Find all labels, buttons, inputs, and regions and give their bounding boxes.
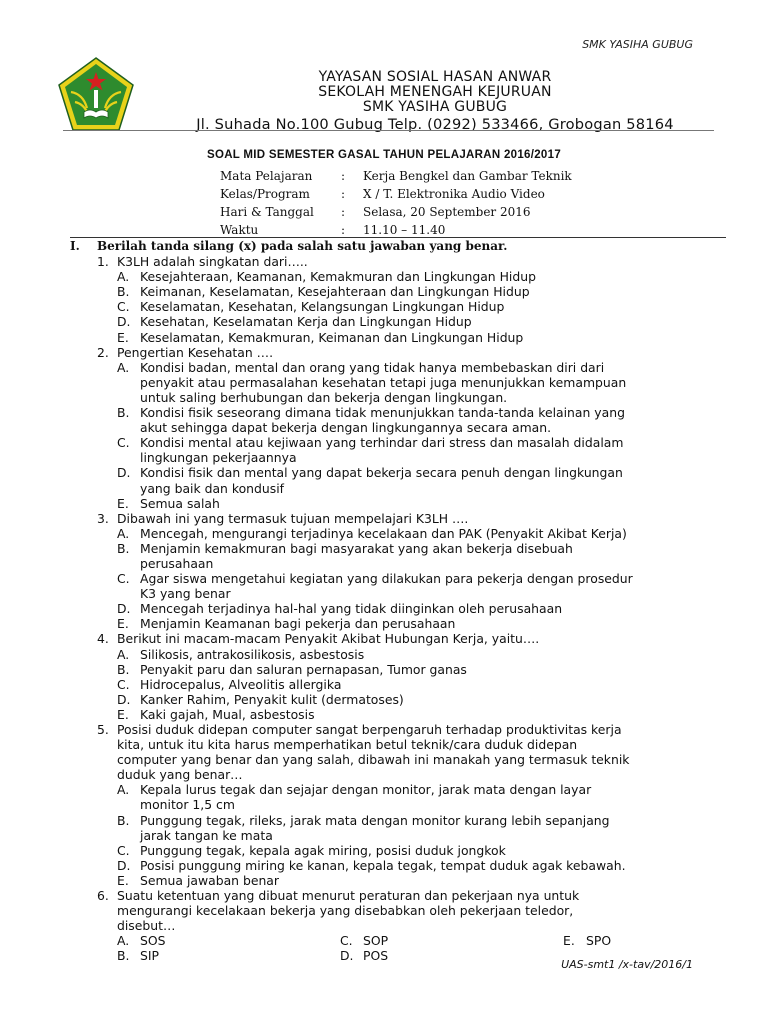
answer-option xyxy=(70,269,700,284)
question-line: mengurangi kecelakaan bekerja yang disebabkan oleh pekerjaan teledor, xyxy=(117,903,574,919)
option-text: SPO xyxy=(586,933,612,949)
question-line: K3LH adalah singkatan dari….. xyxy=(117,254,308,270)
option-line: jarak tangan ke mata xyxy=(140,827,273,843)
option-line: penyakit atau permasalahan kesehatan tetapi juga menunjukkan kemampuan xyxy=(140,374,627,390)
answer-option xyxy=(70,435,700,465)
info-key: Mata Pelajaran xyxy=(220,169,313,183)
option-text: SOP xyxy=(363,933,389,949)
option-line: monitor 1,5 cm xyxy=(140,797,235,813)
option-text xyxy=(140,707,700,722)
answer-option xyxy=(117,948,340,963)
option-line: Kepala lurus tegak dan sejajar dengan monitor, jarak mata dengan layar xyxy=(140,782,592,798)
option-text xyxy=(140,601,700,616)
school-name: SMK YASIHA GUBUG xyxy=(362,99,508,115)
option-line: Kondisi fisik seseorang dimana tidak menunjukkan tanda-tanda kelainan yang xyxy=(140,405,625,421)
question xyxy=(70,888,700,933)
option-text xyxy=(140,269,700,284)
option-label: B. xyxy=(117,405,130,421)
question xyxy=(70,254,700,269)
option-label: C. xyxy=(117,842,130,858)
option-text xyxy=(140,647,700,662)
info-key: Kelas/Program xyxy=(220,187,310,201)
info-value: 11.10 – 11.40 xyxy=(363,223,446,237)
option-text: SOS xyxy=(140,933,166,949)
answer-option xyxy=(70,360,700,405)
question-text xyxy=(117,254,700,269)
answer-option xyxy=(70,647,700,662)
question xyxy=(70,631,700,646)
question-list xyxy=(70,239,700,964)
answer-option xyxy=(563,933,713,948)
option-text xyxy=(140,465,700,495)
answer-option xyxy=(70,330,700,345)
info-separator: : xyxy=(341,205,346,219)
option-line: Menjamin kemakmuran bagi masyarakat yang akan bekerja disebuah xyxy=(140,540,573,556)
option-line: Kondisi fisik dan mental yang dapat bekerja secara penuh dengan lingkungan xyxy=(140,465,623,481)
option-line: Kaki gajah, Mual, asbestosis xyxy=(140,706,315,722)
option-label: A. xyxy=(117,525,130,541)
info-value: Kerja Bengkel dan Gambar Teknik xyxy=(363,169,572,183)
answer-option xyxy=(70,843,700,858)
option-label: C. xyxy=(340,933,353,949)
school-type: SEKOLAH MENENGAH KEJURUAN xyxy=(318,84,552,100)
option-label: A. xyxy=(117,646,130,662)
option-text xyxy=(140,299,700,314)
answer-option xyxy=(70,314,700,329)
answer-option xyxy=(70,707,700,722)
option-text xyxy=(140,314,700,329)
option-text xyxy=(140,843,700,858)
option-text xyxy=(140,662,700,677)
option-text xyxy=(140,677,700,692)
answer-option xyxy=(70,541,700,571)
info-value: Selasa, 20 September 2016 xyxy=(363,205,531,219)
info-key: Waktu xyxy=(220,223,259,237)
school-tag: SMK YASIHA GUBUG xyxy=(582,38,693,51)
question-text xyxy=(117,888,700,933)
info-row xyxy=(220,203,572,221)
answer-option xyxy=(70,813,700,843)
info-row xyxy=(220,167,572,185)
option-text xyxy=(140,435,700,465)
option-line: Mencegah, mengurangi terjadinya kecelakaan dan PAK (Penyakit Akibat Kerja) xyxy=(140,525,627,541)
option-line: lingkungan pekerjaannya xyxy=(140,450,297,466)
option-line: Punggung tegak, kepala agak miring, posisi duduk jongkok xyxy=(140,842,506,858)
option-label: D. xyxy=(340,948,354,964)
option-label: B. xyxy=(117,812,130,828)
option-label: B. xyxy=(117,540,130,556)
info-separator: : xyxy=(341,187,346,201)
option-label: E. xyxy=(563,933,575,949)
question-line: disebut… xyxy=(117,918,176,934)
info-value: X / T. Elektronika Audio Video xyxy=(363,187,545,201)
answer-option xyxy=(70,873,700,888)
option-text xyxy=(140,496,700,511)
question-number: 4. xyxy=(97,631,109,647)
info-separator: : xyxy=(341,169,346,183)
question-number: 2. xyxy=(97,344,109,360)
option-text xyxy=(140,858,700,873)
option-line: Kondisi badan, mental dan orang yang tidak hanya membebaskan diri dari xyxy=(140,359,605,375)
answer-option xyxy=(70,662,700,677)
answer-option xyxy=(340,948,563,963)
option-line: K3 yang benar xyxy=(140,586,231,602)
option-label: C. xyxy=(117,571,130,587)
answer-option xyxy=(70,526,700,541)
option-label: A. xyxy=(117,269,130,285)
option-line: yang baik dan kondusif xyxy=(140,480,284,496)
option-label: E. xyxy=(117,495,129,511)
option-line: Mencegah terjadinya hal-hal yang tidak diinginkan oleh perusahaan xyxy=(140,601,563,617)
option-text: SIP xyxy=(140,948,159,964)
answer-option xyxy=(70,465,700,495)
option-text xyxy=(140,692,700,707)
question-text xyxy=(117,345,700,360)
question-line: Suatu ketentuan yang dibuat menurut peraturan dan pekerjaan nya untuk xyxy=(117,888,580,904)
letterhead xyxy=(135,70,735,132)
letterhead-divider xyxy=(63,130,714,131)
option-line: Menjamin Keamanan bagi pekerja dan perusahaan xyxy=(140,616,456,632)
option-text xyxy=(140,813,700,843)
info-separator: : xyxy=(341,223,346,237)
option-text xyxy=(140,873,700,888)
question-number: 6. xyxy=(97,888,109,904)
section-number: I. xyxy=(70,239,80,253)
option-line: untuk saling berhubungan dan bekerja dengan lingkungan. xyxy=(140,389,508,405)
question xyxy=(70,345,700,360)
answer-option xyxy=(70,571,700,601)
section-instruction: Berilah tanda silang (x) pada salah satu jawaban yang benar. xyxy=(97,239,508,253)
answer-option xyxy=(70,616,700,631)
question xyxy=(70,511,700,526)
option-label: A. xyxy=(117,933,130,949)
option-label: E. xyxy=(117,616,129,632)
option-line: Kanker Rahim, Penyakit kulit (dermatoses) xyxy=(140,691,404,707)
question-line: computer yang benar dan yang salah, dibawah ini manakah yang termasuk teknik xyxy=(117,752,630,768)
option-label: D. xyxy=(117,601,131,617)
question-number: 5. xyxy=(97,722,109,737)
question-line: Pengertian Kesehatan …. xyxy=(117,344,274,360)
option-text xyxy=(140,284,700,299)
answer-option xyxy=(70,601,700,616)
option-text xyxy=(140,526,700,541)
option-text xyxy=(140,330,700,345)
option-line: Keimanan, Keselamatan, Kesejahteraan dan Lingkungan Hidup xyxy=(140,284,530,300)
option-line: perusahaan xyxy=(140,555,214,571)
option-label: C. xyxy=(117,435,130,451)
answer-option xyxy=(70,299,700,314)
option-label: C. xyxy=(117,299,130,315)
option-label: B. xyxy=(117,661,130,677)
question-number: 1. xyxy=(97,254,109,270)
question-line: Posisi duduk didepan computer sangat berpengaruh terhadap produktivitas kerja xyxy=(117,722,622,737)
option-line: Posisi punggung miring ke kanan, kepala tegak, tempat duduk agak kebawah. xyxy=(140,857,626,873)
option-label: A. xyxy=(117,782,130,798)
option-line: Hidrocepalus, Alveolitis allergika xyxy=(140,676,342,692)
question-line: kita, untuk itu kita harus memperhatikan betul teknik/cara duduk didepan xyxy=(117,737,578,753)
option-line: akut sehingga dapat bekerja dengan lingkungannya secara aman. xyxy=(140,420,552,436)
option-label: D. xyxy=(117,691,131,707)
answer-option xyxy=(70,782,700,812)
question-line: Berikut ini macam-macam Penyakit Akibat Hubungan Kerja, yaitu…. xyxy=(117,631,540,647)
option-label: B. xyxy=(117,284,130,300)
option-label: A. xyxy=(117,359,130,375)
section-heading xyxy=(70,239,700,254)
answer-option xyxy=(70,284,700,299)
answer-option xyxy=(70,677,700,692)
option-text: POS xyxy=(363,948,389,964)
option-line: Penyakit paru dan saluran pernapasan, Tumor ganas xyxy=(140,661,467,677)
option-label: D. xyxy=(117,314,131,330)
option-text xyxy=(140,782,700,812)
option-label: E. xyxy=(117,872,129,888)
answer-option xyxy=(117,933,340,948)
option-line: Keselamatan, Kemakmuran, Keimanan dan Lingkungan Hidup xyxy=(140,329,524,345)
option-line: Semua jawaban benar xyxy=(140,872,279,888)
option-line: Kesehatan, Keselamatan Kerja dan Lingkungan Hidup xyxy=(140,314,472,330)
answer-option xyxy=(70,692,700,707)
option-line: Kesejahteraan, Keamanan, Kemakmuran dan Lingkungan Hidup xyxy=(140,269,536,285)
question-line: Dibawah ini yang termasuk tujuan mempelajari K3LH …. xyxy=(117,510,469,526)
option-text xyxy=(140,541,700,571)
option-line: Kondisi mental atau kejiwaan yang terhindar dari stress dan masalah didalam xyxy=(140,435,624,451)
option-text xyxy=(140,405,700,435)
question-text xyxy=(117,722,700,782)
school-emblem-icon xyxy=(57,56,135,134)
option-line: Semua salah xyxy=(140,495,220,511)
question-text xyxy=(117,511,700,526)
question xyxy=(70,722,700,782)
info-row xyxy=(220,185,572,203)
exam-title: SOAL MID SEMESTER GASAL TAHUN PELAJARAN 2016/2017 xyxy=(206,149,562,161)
info-key: Hari & Tanggal xyxy=(220,205,314,219)
option-label: D. xyxy=(117,465,131,481)
option-text xyxy=(140,360,700,405)
option-text xyxy=(140,571,700,601)
question-line: duduk yang benar… xyxy=(117,767,243,783)
option-label: E. xyxy=(117,329,129,345)
option-line: Keselamatan, Kesehatan, Kelangsungan Lingkungan Hidup xyxy=(140,299,505,315)
info-divider xyxy=(70,237,726,238)
option-line: Agar siswa mengetahui kegiatan yang dilakukan para pekerja dengan prosedur xyxy=(140,571,633,587)
option-line: Punggung tegak, rileks, jarak mata dengan monitor kurang lebih sepanjang xyxy=(140,812,610,828)
answer-option xyxy=(340,933,563,948)
answer-option xyxy=(70,405,700,435)
question-number: 3. xyxy=(97,510,109,526)
question-text xyxy=(117,631,700,646)
answer-option xyxy=(70,858,700,873)
option-label: D. xyxy=(117,857,131,873)
option-label: E. xyxy=(117,706,129,722)
school-address: Jl. Suhada No.100 Gubug Telp. (0292) 533466, Grobogan 58164 xyxy=(196,116,674,133)
foundation-name: YAYASAN SOSIAL HASAN ANWAR xyxy=(318,69,552,85)
option-text xyxy=(140,616,700,631)
exam-info-table xyxy=(220,167,572,239)
answer-option xyxy=(70,496,700,511)
option-label: C. xyxy=(117,676,130,692)
footer-code: UAS-smt1 /x-tav/2016/1 xyxy=(561,958,693,971)
option-label: B. xyxy=(117,948,130,964)
option-line: Silikosis, antrakosilikosis, asbestosis xyxy=(140,646,365,662)
